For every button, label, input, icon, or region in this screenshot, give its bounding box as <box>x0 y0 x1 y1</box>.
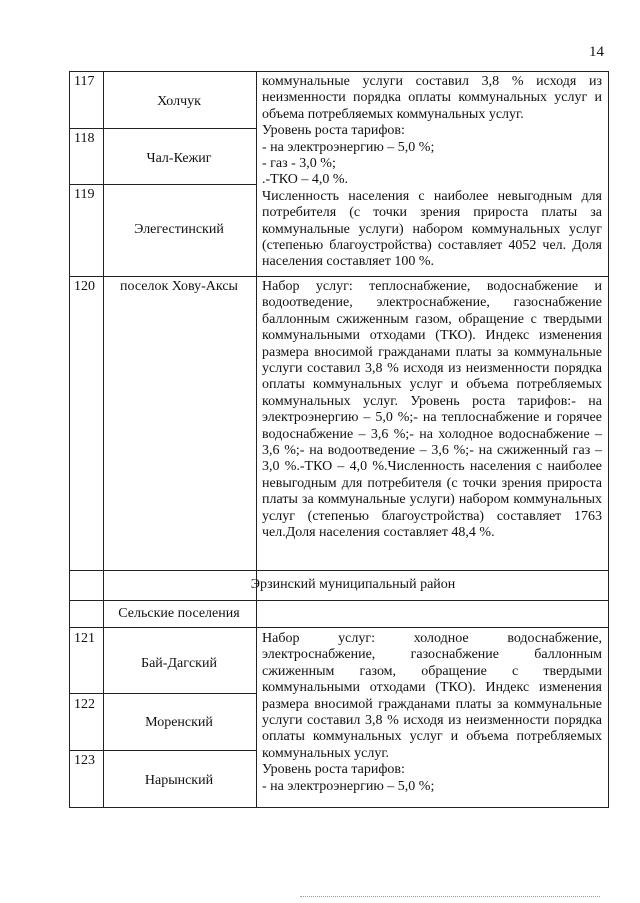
row-122-name: Моренский <box>145 715 213 730</box>
scan-artifact-line <box>300 896 600 898</box>
row-117-name: Холчук <box>157 94 201 109</box>
row-123-name: Нарынский <box>144 773 214 788</box>
row-118-name: Чал-Кежиг <box>146 151 212 166</box>
block-hovu-aksy-description: Набор услуг: теплоснабжение, водоснабжение и водоотведение, электроснабжение, газоснабжение баллонным сжиженным газом, обращение с твердыми коммунальными отходами (ТКО). Индекс изменения размера вносимой гражданами платы за коммунальные услуги составил 3,8 % исходя из неизменности порядка оплаты коммунальных услуг и объема потребляемых коммунальных услуг. Уровень роста тарифов:- на электроэнергию – 5,0 %;- на теплоснабжение и горячее водоснабжение – 3,6 %;- на холодное водоснабжение – 3,6 %;- на водоотведение – 3,6 %;- на сжиженный газ – 3,0 %.-ТКО – 4,0 %.Численность населения с наиболее невыгодным для потребителя (с точки зрения прироста платы за коммунальные услуги) набором коммунальных услуг (степенью благоустройства) составляет 1763 чел.Доля населения составляет 48,4 %. <box>262 279 602 541</box>
row-120-name: поселок Хову-Аксы <box>120 279 238 294</box>
block-erzin-description: Набор услуг: холодное водоснабжение, электроснабжение, газоснабжение баллонным сжиженным газом, обращение с твердыми коммунальными отходами (ТКО). Индекс изменения размера вносимой гражданами платы за коммунальные услуги составил 3,8 % исходя из неизменности порядка оплаты коммунальных услуг и объема потребляемых коммунальных услуг. Уровень роста тарифов: - на электроэнергию – 5,0 %; <box>262 631 602 794</box>
row-123-number: 123 <box>74 753 95 768</box>
row-121-name: Бай-Дагский <box>141 656 217 671</box>
row-117-number: 117 <box>74 74 95 89</box>
row-120-number: 120 <box>74 279 95 294</box>
block-holchuk-description: коммунальные услуги составил 3,8 % исходя из неизменности порядка оплаты коммунальных услуг и объема потребляемых коммунальных услуг. Уровень роста тарифов: - на электроэнергию – 5,0 %; - газ - 3,0 %; .-ТКО – 4,0 %. Численность населения с наиболее невыгодным для потребителя (с точки зрения прироста платы за коммунальные услуги) набором коммунальных услуг (степенью благоустройства) составляет 4052 чел. Доля населения составляет 100 %. <box>262 74 602 270</box>
page-number: 14 <box>589 44 604 60</box>
row-119-number: 119 <box>74 187 95 202</box>
row-121-number: 121 <box>74 631 95 646</box>
rural-settlements-header: Сельские поселения <box>118 606 240 621</box>
row-122-number: 122 <box>74 697 95 712</box>
district-header: Эрзинский муниципальный район <box>250 577 456 592</box>
row-118-number: 118 <box>74 131 95 146</box>
row-119-name: Элегестинский <box>134 222 224 237</box>
